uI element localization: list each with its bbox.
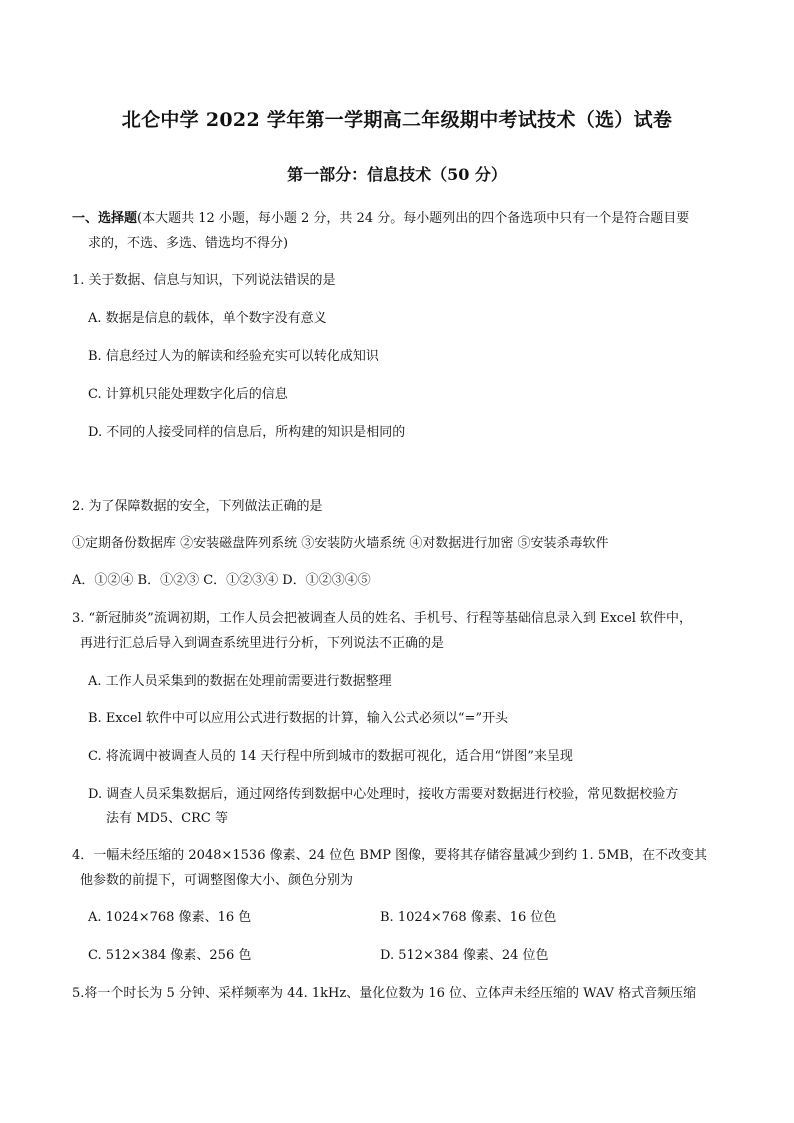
- question-3-option-d-continued: 法有 MD5、CRC 等: [106, 811, 228, 826]
- question-3-option-c: C. 将流调中被调查人员的 14 天行程中所到城市的数据可视化，适合用“饼图”来呈现: [88, 749, 573, 764]
- question-2-stem: 2. 为了保障数据的安全，下列做法正确的是: [72, 499, 323, 514]
- exam-title: 北仑中学 2022 学年第一学期高二年级期中考试技术（选）试卷: [121, 109, 673, 131]
- question-4-option-a: A. 1024×768 像素、16 色: [88, 910, 252, 925]
- section-heading: [72, 209, 689, 229]
- part-title: 第一部分：信息技术（50 分）: [287, 165, 507, 184]
- question-3-option-a: A. 工作人员采集到的数据在处理前需要进行数据整理: [88, 674, 392, 689]
- section-heading-bold: 一、选择题: [72, 211, 138, 226]
- question-5-stem: 5.将一个时长为 5 分钟、采样频率为 44. 1kHz、量化位数为 16 位、立体声未经压缩的 WAV 格式音频压缩: [72, 986, 697, 1001]
- question-1-stem: 1. 关于数据、信息与知识，下列说法错误的是: [72, 273, 336, 288]
- question-1-option-a: A. 数据是信息的载体，单个数字没有意义: [88, 311, 327, 326]
- question-4-stem: 4．一幅未经压缩的 2048×1536 像素、24 位色 BMP 图像，要将其存储容量减少到约 1. 5MB，在不改变其: [72, 848, 707, 863]
- question-4-option-c: C. 512×384 像素、256 色: [88, 948, 252, 963]
- question-4-stem-continued: 他参数的前提下，可调整图像大小、颜色分别为: [80, 873, 354, 888]
- question-2-options: A．①②④ B．①②③ C．①②③④ D．①②③④⑤: [72, 573, 371, 588]
- question-2-items: ①定期备份数据库 ②安装磁盘阵列系统 ③安装防火墙系统 ④对数据进行加密 ⑤安装杀毒软件: [72, 536, 609, 551]
- question-3-option-b: B. Excel 软件中可以应用公式进行数据的计算，输入公式必须以“=”开头: [88, 711, 509, 726]
- question-4-option-b: B. 1024×768 像素、16 位色: [380, 910, 557, 925]
- question-4-option-d: D. 512×384 像素、24 位色: [380, 948, 549, 963]
- question-3-option-d: D. 调查人员采集数据后，通过网络传到数据中心处理时，接收方需要对数据进行校验，常见数据校验方: [88, 787, 679, 802]
- question-3-stem: 3. “新冠肺炎”流调初期，工作人员会把被调查人员的姓名、手机号、行程等基础信息录入到 Excel 软件中，: [72, 611, 693, 626]
- question-1-option-c: C. 计算机只能处理数字化后的信息: [88, 387, 288, 402]
- question-1-option-b: B. 信息经过人为的解读和经验充实可以转化成知识: [88, 349, 379, 364]
- question-3-stem-continued: 再进行汇总后导入到调查系统里进行分析，下列说法不正确的是: [80, 636, 445, 651]
- section-heading-text: (本大题共 12 小题，每小题 2 分，共 24 分。每小题列出的四个备选项中只有一个是符合题目要: [137, 211, 690, 226]
- section-heading-continued: 求的，不选、多选、错选均不得分): [88, 236, 289, 251]
- question-1-option-d: D. 不同的人接受同样的信息后，所构建的知识是相同的: [88, 425, 406, 440]
